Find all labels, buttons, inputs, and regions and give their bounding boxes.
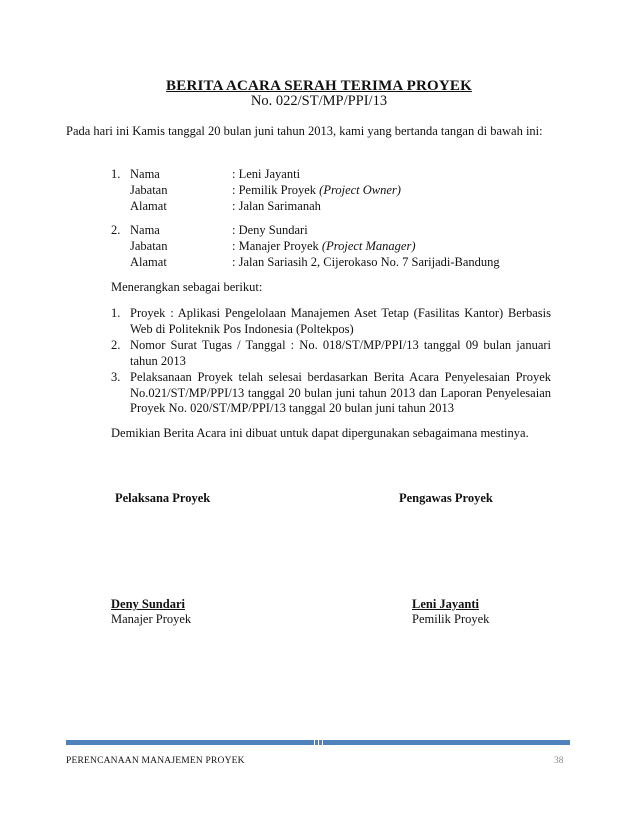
party-1-position-italic: (Project Owner) xyxy=(319,183,401,197)
party-1-address-label: Alamat xyxy=(130,199,167,213)
party-2-address-value: : Jalan Sariasih 2, Cijerokaso No. 7 Sarijadi-Bandung xyxy=(232,255,500,269)
party-1-name-value: : Leni Jayanti xyxy=(232,167,301,181)
list-item xyxy=(111,370,551,417)
party-2-name-label: Nama xyxy=(130,223,160,237)
signature-left-title: Manajer Proyek xyxy=(111,612,192,626)
footer-rule-mark xyxy=(322,740,323,745)
signature-right-role: Pengawas Proyek xyxy=(399,491,493,505)
signature-left-role: Pelaksana Proyek xyxy=(115,491,211,505)
party-1-position-label: Jabatan xyxy=(130,183,168,197)
document-number: No. 022/ST/MP/PPI/13 xyxy=(250,93,388,109)
list-item-number: 1. xyxy=(111,306,121,320)
item-list xyxy=(111,306,551,417)
party-2-index: 2. xyxy=(111,223,121,237)
signature-right-name: Leni Jayanti xyxy=(412,597,480,611)
intro-paragraph: Pada hari ini Kamis tanggal 20 bulan juni tahun 2013, kami yang bertanda tangan di bawah ini: xyxy=(66,124,543,138)
list-item-number: 3. xyxy=(111,370,121,384)
list-item-text: Nomor Surat Tugas / Tanggal : No. 018/ST/MP/PPI/13 tanggal 09 bulan januari tahun 2013 xyxy=(130,338,551,368)
footer-title: PERENCANAAN MANAJEMEN PROYEK xyxy=(66,756,245,766)
footer-rule-mark xyxy=(318,740,319,745)
document-title: BERITA ACARA SERAH TERIMA PROYEK xyxy=(166,78,472,94)
footer-rule-mark xyxy=(314,740,315,745)
party-2-position-label: Jabatan xyxy=(130,239,168,253)
party-2-position-italic: (Project Manager) xyxy=(321,239,416,253)
party-1-name-label: Nama xyxy=(130,167,160,181)
list-item xyxy=(111,338,551,369)
page-number: 38 xyxy=(554,756,564,766)
signature-right-title: Pemilik Proyek xyxy=(412,612,490,626)
closing-paragraph: Demikian Berita Acara ini dibuat untuk dapat dipergunakan sebagaimana mestinya. xyxy=(111,426,529,440)
party-1-position-value: : Pemilik Proyek (Project Owner) xyxy=(232,183,401,197)
list-item-number: 2. xyxy=(111,338,121,352)
party-2-address-label: Alamat xyxy=(130,255,167,269)
signature-left-name: Deny Sundari xyxy=(111,597,185,611)
party-1-address-value: : Jalan Sarimanah xyxy=(232,199,321,213)
party-2-name-value: : Deny Sundari xyxy=(232,223,308,237)
list-item-text: Pelaksanaan Proyek telah selesai berdasarkan Berita Acara Penyelesaian Proyek No.021/ST/MP/PPI/13 tanggal 20 bulan juni tahun 2013 dan Laporan Penyelesaian Proyek No. 020/ST/MP/PPI/13 tanggal 20 bulan juni tahun 2013 xyxy=(130,370,551,415)
party-2-position-value: : Manajer Proyek (Project Manager) xyxy=(232,239,416,253)
statement: Menerangkan sebagai berikut: xyxy=(111,280,263,294)
party-1-index: 1. xyxy=(111,167,121,181)
list-item-text: Proyek : Aplikasi Pengelolaan Manajemen Aset Tetap (Fasilitas Kantor) Berbasis Web di Politeknik Pos Indonesia (Poltekpos) xyxy=(130,306,551,336)
list-item xyxy=(111,306,551,337)
